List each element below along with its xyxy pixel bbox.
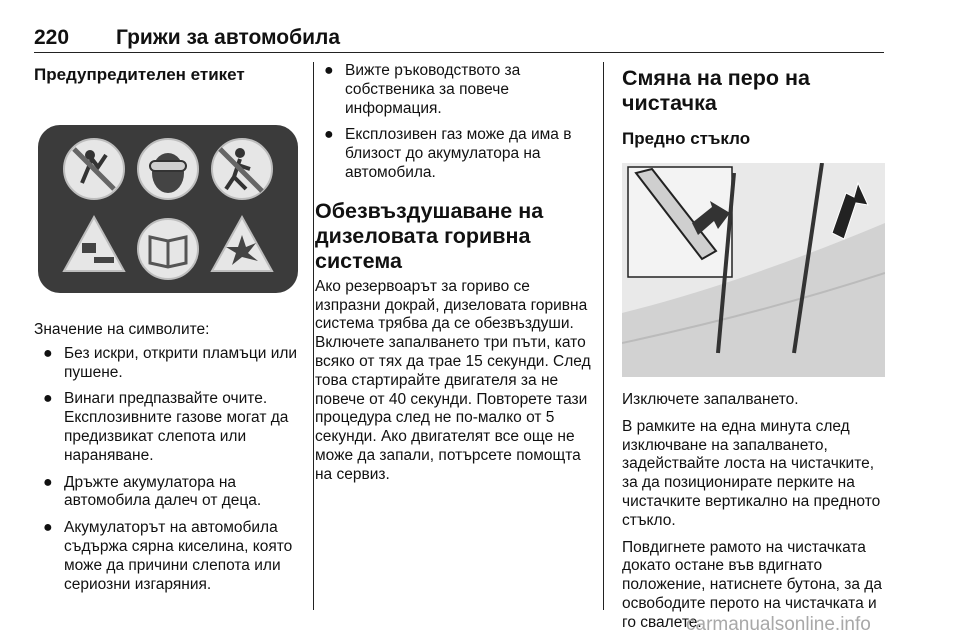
warning-label-heading: Предупредителен етикет xyxy=(34,65,245,84)
windscreen-subheading: Предно стъкло xyxy=(622,129,751,148)
list-item: ● Вижте ръководството за собственика за повече информация. xyxy=(324,62,521,117)
diesel-bleeding-heading: Обезвъздушаване на дизеловата горивна система xyxy=(315,198,544,273)
step-remove-blade: Повдигнете рамото на чистачката докато остане във вдигнато положение, натиснете бутона, за да освободите перото на чистачката и го свалете. xyxy=(622,538,882,631)
owners-manual-icon xyxy=(138,219,198,279)
page-number: 220 xyxy=(34,26,70,49)
wiper-blade-heading: Смяна на перо на чистачка xyxy=(622,66,810,115)
battery-warning-label-illustration xyxy=(34,97,302,309)
symbols-intro: Значение на символите: xyxy=(34,321,210,338)
step-position-wipers: В рамките на една минута след изключване на запалването, задействайте лоста на чистачките, за да позиционирате перките на чистачките вертикално на предното стъкло. xyxy=(622,417,881,529)
watermark: carmanualsonline.info xyxy=(686,614,871,635)
column-divider-1 xyxy=(313,62,314,610)
symbols-list xyxy=(34,345,302,595)
list-item: ● Дръжте акумулатора на автомобила далеч от деца. xyxy=(43,473,262,510)
chapter-title: Грижи за автомобила xyxy=(116,26,341,49)
warning-label-image xyxy=(34,97,302,309)
column-3 xyxy=(622,62,887,633)
no-sparks-icon xyxy=(64,139,124,199)
diesel-bleeding-paragraph: Ако резервоарът за гориво се изпразни докрай, дизеловата горивна система трябва да се обезвъздуши. Включете запалването три пъти, като всяко от тях да трае 15 секунди. След това стартирайте двигателя за не повече от 40 секунди. Повторете тази процедура след не по-малко от 5 секунди. Ако двигателят все още не може да запали, потърсете помощта на сервиз. xyxy=(315,277,591,483)
warnings-list-continued xyxy=(315,62,595,183)
list-item: ● Без искри, открити пламъци или пушене. xyxy=(43,344,298,381)
list-item: ● Експлозивен газ може да има в близост до акумулатора на автомобила. xyxy=(324,126,572,181)
page-header xyxy=(34,26,884,53)
column-divider-2 xyxy=(603,62,604,610)
step-ignition-off: Изключете запалването. xyxy=(622,391,799,408)
column-2 xyxy=(315,62,595,485)
keep-children-away-icon xyxy=(212,139,272,199)
list-item: ● Акумулаторът на автомобила съдържа сярна киселина, която може да причини слепота или сериозни изгаряния. xyxy=(43,519,293,593)
column-1 xyxy=(34,62,302,602)
list-item: ● Винаги предпазвайте очите. Експлозивните газове могат да предизвикат слепота или нараняване. xyxy=(43,390,289,464)
wiper-blade-image xyxy=(622,163,885,377)
wiper-removal-illustration xyxy=(622,163,885,377)
eye-protection-icon xyxy=(138,139,198,199)
